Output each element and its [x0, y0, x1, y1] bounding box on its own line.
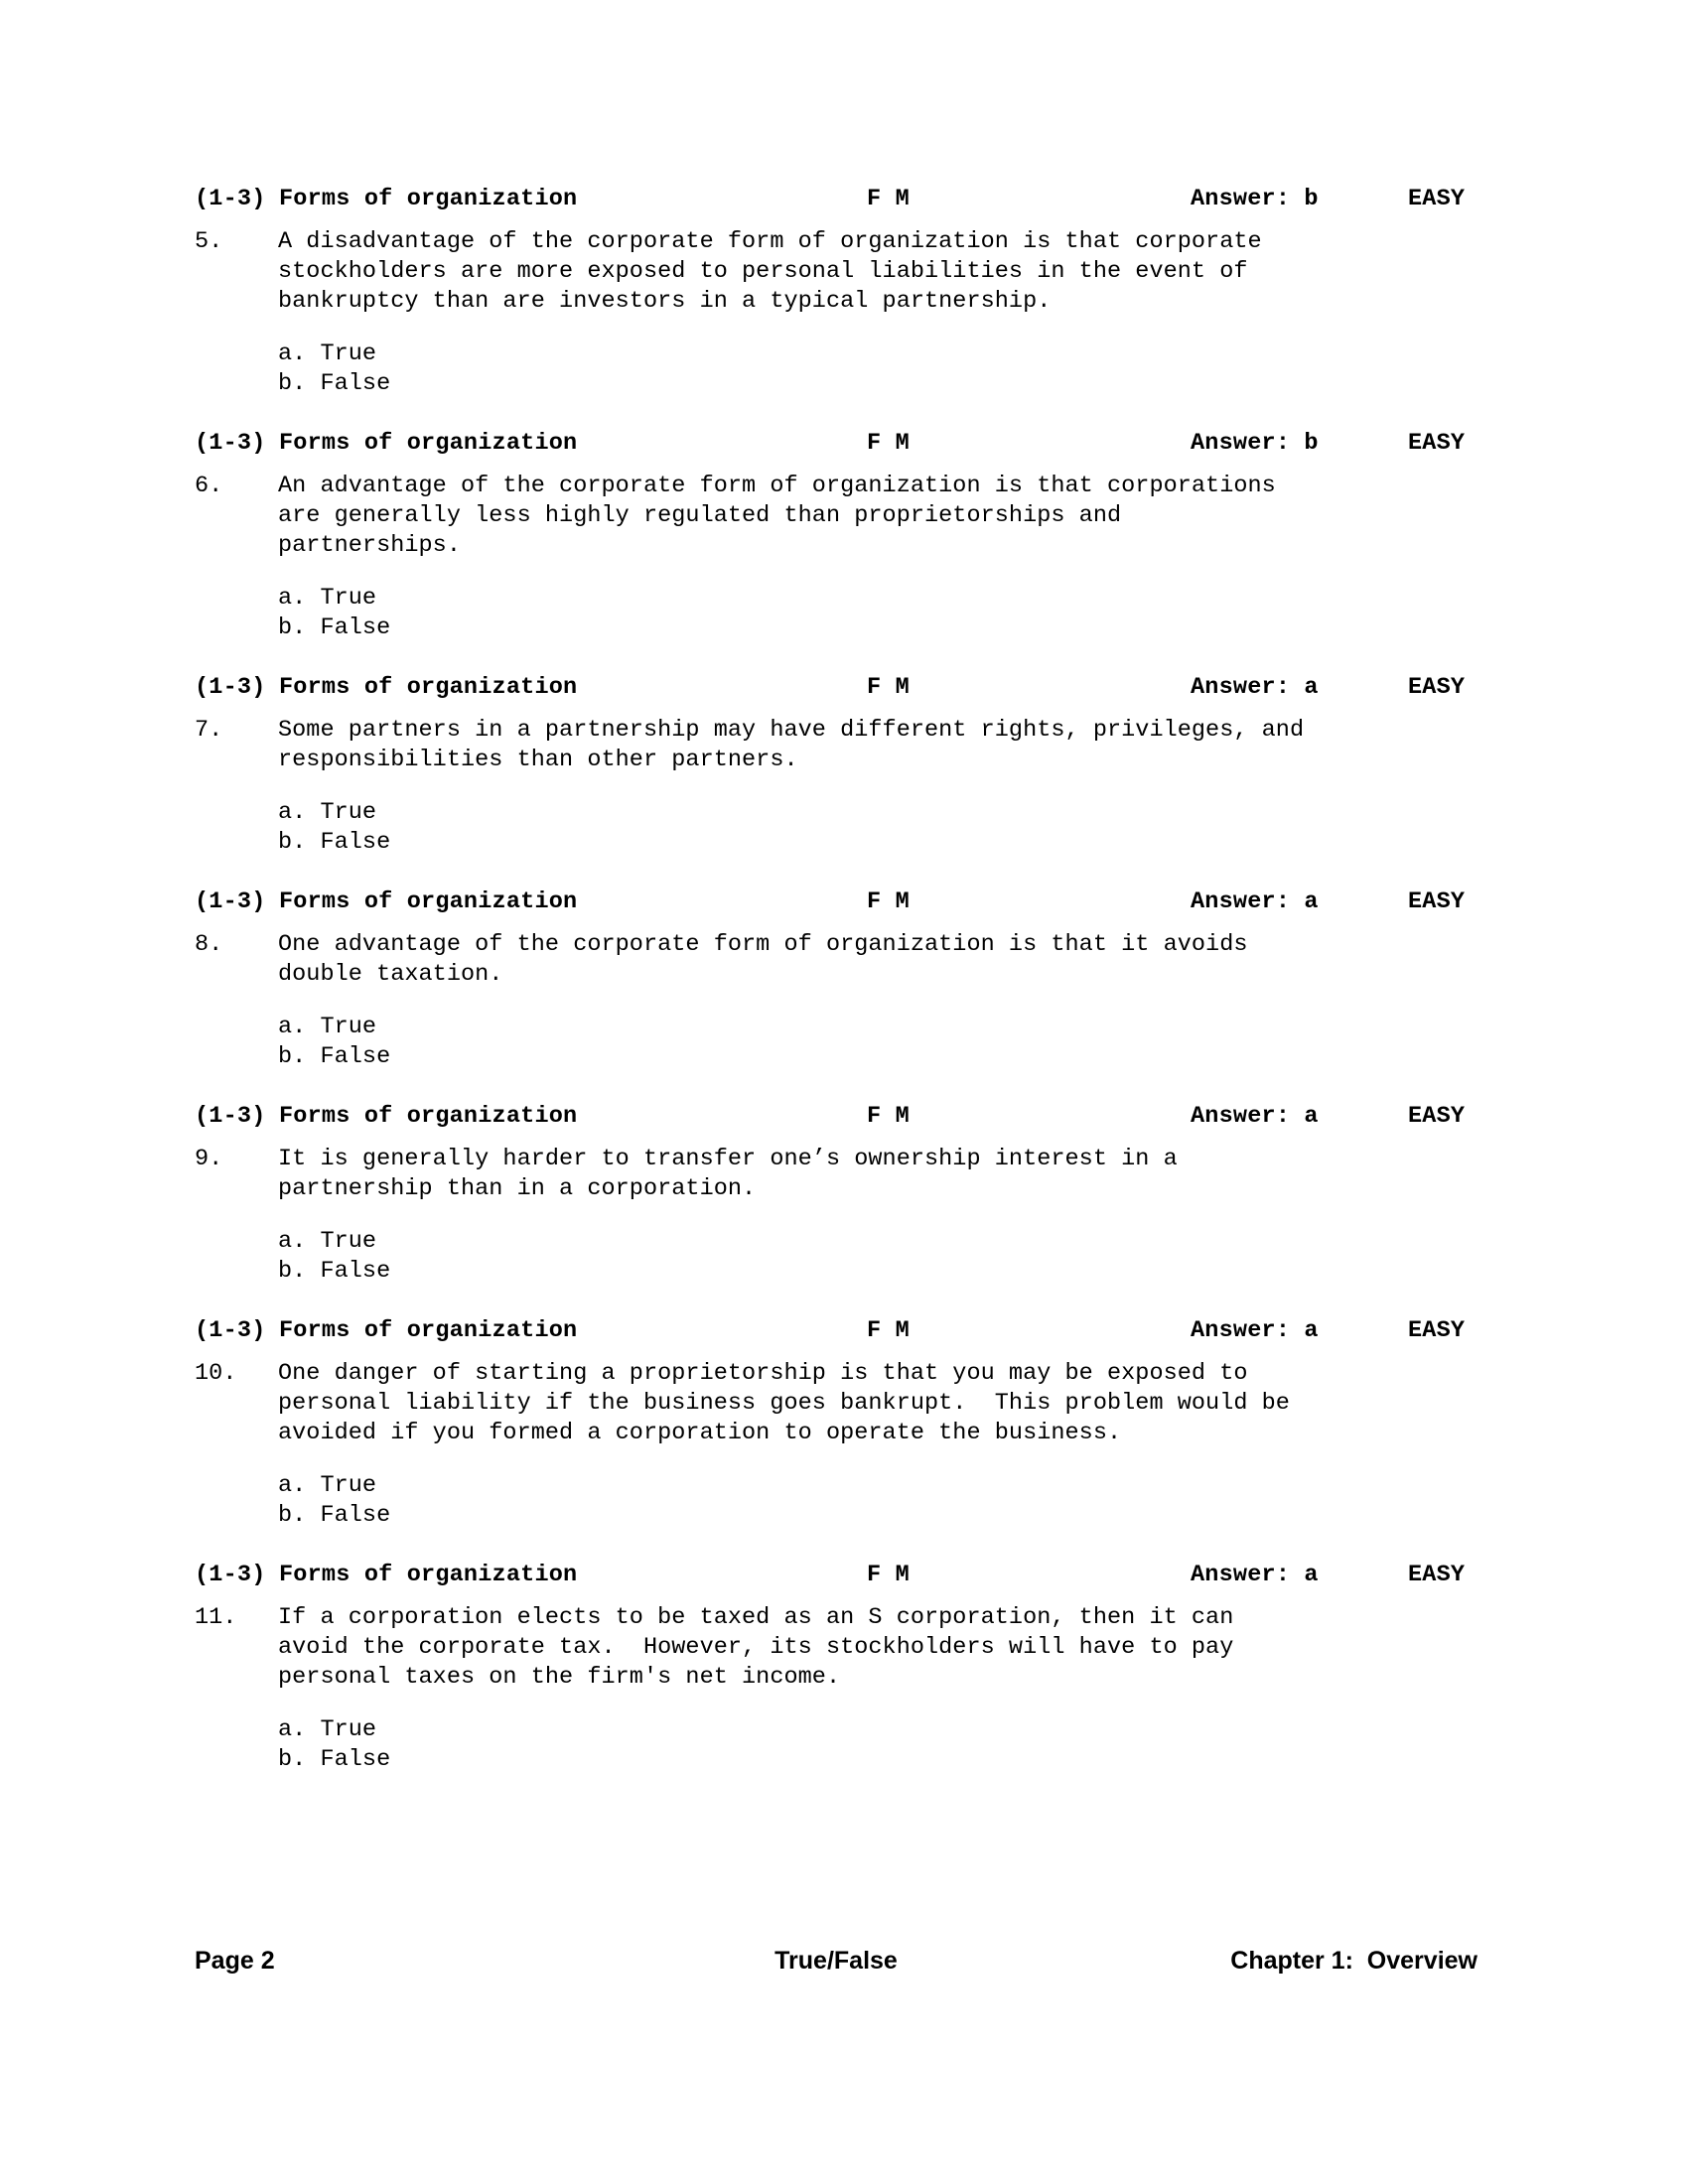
question-topic-tag: (1-3): [195, 1317, 266, 1344]
question-answer-key: Answer: a: [1191, 1317, 1319, 1344]
question-difficulty: EASY: [1408, 1317, 1466, 1344]
answer-options: [278, 798, 1477, 858]
answer-options: [278, 340, 1477, 399]
answer-option[interactable]: b. False: [278, 1258, 391, 1285]
question-difficulty: EASY: [1408, 186, 1466, 212]
question-topic-tag: (1-3): [195, 674, 266, 701]
question-topic-tag: (1-3): [195, 1103, 266, 1130]
question-text-line: An advantage of the corporate form of organization is that corporations: [278, 473, 1276, 499]
answer-options: [278, 1715, 1477, 1775]
block-spacer: [195, 399, 1477, 429]
footer-page-number: Page 2: [195, 1947, 275, 1975]
question-body: [195, 1603, 1477, 1693]
question-text-line: If a corporation elects to be taxed as an S corporation, then it can: [278, 1604, 1234, 1631]
question-text-line: avoid the corporate tax. However, its stockholders will have to pay: [278, 1634, 1234, 1661]
question-type-code: F M: [867, 1103, 910, 1130]
question-text: [278, 472, 1477, 561]
question-text-line: partnership than in a corporation.: [278, 1175, 757, 1202]
question-header: [195, 1102, 1477, 1132]
question-topic-name: Forms of organization: [279, 674, 578, 701]
question-answer-key: Answer: a: [1191, 1103, 1319, 1130]
answer-option[interactable]: a. True: [278, 585, 377, 612]
question-list: [195, 185, 1477, 1775]
question-block: [195, 1316, 1477, 1531]
question-body: [195, 1359, 1477, 1448]
block-spacer: [195, 1287, 1477, 1316]
question-topic-tag: (1-3): [195, 888, 266, 915]
question-header: [195, 1316, 1477, 1346]
question-text: [278, 1145, 1477, 1204]
question-number: 10.: [195, 1360, 237, 1387]
question-block: [195, 429, 1477, 643]
question-text-line: personal taxes on the firm's net income.: [278, 1664, 841, 1691]
question-header: [195, 887, 1477, 917]
question-answer-key: Answer: b: [1191, 186, 1319, 212]
question-text-line: partnerships.: [278, 532, 461, 559]
question-answer-key: Answer: a: [1191, 1562, 1319, 1588]
question-number: 11.: [195, 1604, 237, 1631]
question-difficulty: EASY: [1408, 888, 1466, 915]
question-text: [278, 1359, 1477, 1448]
page-footer: [195, 1944, 1477, 1978]
question-block: [195, 887, 1477, 1072]
question-difficulty: EASY: [1408, 674, 1466, 701]
question-type-code: F M: [867, 674, 910, 701]
question-topic-name: Forms of organization: [279, 888, 578, 915]
question-body: [195, 1145, 1477, 1204]
question-type-code: F M: [867, 186, 910, 212]
question-number: 8.: [195, 931, 223, 958]
footer-section-label: True/False: [774, 1947, 898, 1975]
question-topic-tag: (1-3): [195, 186, 266, 212]
question-text-line: responsibilities than other partners.: [278, 747, 798, 773]
question-text-line: One advantage of the corporate form of organization is that it avoids: [278, 931, 1248, 958]
answer-options: [278, 1471, 1477, 1531]
block-spacer: [195, 643, 1477, 673]
question-text-line: One danger of starting a proprietorship is that you may be exposed to: [278, 1360, 1248, 1387]
question-text: [278, 716, 1477, 775]
question-block: [195, 185, 1477, 399]
answer-options: [278, 1227, 1477, 1287]
question-header: [195, 673, 1477, 703]
question-topic-name: Forms of organization: [279, 1317, 578, 1344]
question-topic-name: Forms of organization: [279, 1103, 578, 1130]
question-text-line: avoided if you formed a corporation to operate the business.: [278, 1420, 1122, 1446]
question-type-code: F M: [867, 1317, 910, 1344]
answer-options: [278, 1013, 1477, 1072]
question-text-line: Some partners in a partnership may have different rights, privileges, and: [278, 717, 1305, 744]
question-type-code: F M: [867, 888, 910, 915]
question-header: [195, 185, 1477, 214]
question-type-code: F M: [867, 430, 910, 457]
question-topic-name: Forms of organization: [279, 186, 578, 212]
question-body: [195, 227, 1477, 317]
question-difficulty: EASY: [1408, 430, 1466, 457]
question-text: [278, 1603, 1477, 1693]
question-block: [195, 1561, 1477, 1775]
block-spacer: [195, 1072, 1477, 1102]
question-topic-name: Forms of organization: [279, 1562, 578, 1588]
answer-option[interactable]: a. True: [278, 1472, 377, 1499]
answer-option[interactable]: b. False: [278, 1746, 391, 1773]
question-difficulty: EASY: [1408, 1103, 1466, 1130]
question-answer-key: Answer: b: [1191, 430, 1319, 457]
question-topic-name: Forms of organization: [279, 430, 578, 457]
answer-option[interactable]: b. False: [278, 1502, 391, 1529]
question-body: [195, 716, 1477, 775]
question-text-line: personal liability if the business goes bankrupt. This problem would be: [278, 1390, 1290, 1417]
question-number: 9.: [195, 1146, 223, 1172]
question-answer-key: Answer: a: [1191, 674, 1319, 701]
question-number: 7.: [195, 717, 223, 744]
block-spacer: [195, 1531, 1477, 1561]
question-topic-tag: (1-3): [195, 1562, 266, 1588]
answer-option[interactable]: a. True: [278, 341, 377, 367]
question-text-line: A disadvantage of the corporate form of organization is that corporate: [278, 228, 1262, 255]
answer-option[interactable]: a. True: [278, 799, 377, 826]
answer-option[interactable]: a. True: [278, 1228, 377, 1255]
question-text: [278, 930, 1477, 990]
footer-chapter-label: Chapter 1: Overview: [1230, 1947, 1477, 1975]
answer-option[interactable]: b. False: [278, 370, 391, 397]
question-topic-tag: (1-3): [195, 430, 266, 457]
answer-options: [278, 584, 1477, 643]
question-number: 5.: [195, 228, 223, 255]
question-type-code: F M: [867, 1562, 910, 1588]
question-body: [195, 930, 1477, 990]
question-text-line: It is generally harder to transfer one’s ownership interest in a: [278, 1146, 1178, 1172]
answer-option[interactable]: b. False: [278, 1043, 391, 1070]
answer-option[interactable]: a. True: [278, 1716, 377, 1743]
question-text-line: stockholders are more exposed to personal liabilities in the event of: [278, 258, 1248, 285]
question-text-line: double taxation.: [278, 961, 503, 988]
question-block: [195, 1102, 1477, 1287]
answer-option[interactable]: a. True: [278, 1014, 377, 1040]
question-body: [195, 472, 1477, 561]
question-text: [278, 227, 1477, 317]
question-header: [195, 1561, 1477, 1590]
answer-option[interactable]: b. False: [278, 614, 391, 641]
answer-option[interactable]: b. False: [278, 829, 391, 856]
question-number: 6.: [195, 473, 223, 499]
question-text-line: bankruptcy than are investors in a typical partnership.: [278, 288, 1052, 315]
question-block: [195, 673, 1477, 858]
question-difficulty: EASY: [1408, 1562, 1466, 1588]
question-answer-key: Answer: a: [1191, 888, 1319, 915]
question-text-line: are generally less highly regulated than proprietorships and: [278, 502, 1122, 529]
question-header: [195, 429, 1477, 459]
block-spacer: [195, 858, 1477, 887]
